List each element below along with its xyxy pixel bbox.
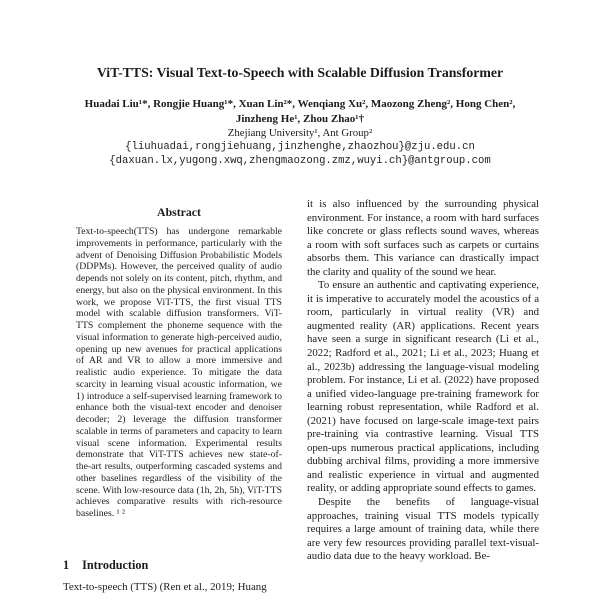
right-column <box>307 198 539 600</box>
right-column-paragraph-1: it is also influenced by the surrounding physical environment. For instance, a room with hard surfaces like concrete or glass reflects sound waves, whereas a room with soft surfaces such as carpets or curtains absorbs them. This variance can drastically impact the clarity and quality of the sound we hear. <box>307 198 539 278</box>
right-column-paragraph-3: Despite the benefits of language-visual approaches, training visual TTS models typically requires a large amount of training data, while there are very few resources providing parallel text-visual-audio data due to the heavy workload. Be- <box>307 496 539 563</box>
author-line-2: Jinzheng He¹, Zhou Zhao¹† <box>235 112 365 125</box>
introduction-first-line: Text-to-speech (TTS) (Ren et al., 2019; Huang <box>63 581 267 593</box>
email-line-zju: {liuhuadai,rongjiehuang,jinzhenghe,zhaozhou}@zju.edu.cn <box>125 141 475 153</box>
author-line-1: Huadai Liu¹*, Rongjie Huang¹*, Xuan Lin²*, Wenqiang Xu², Maozong Zheng², Hong Chen², <box>84 98 516 110</box>
affiliation-line: Zhejiang University¹, Ant Group² <box>227 127 373 139</box>
paper-title: ViT-TTS: Visual Text-to-Speech with Scalable Diffusion Transformer <box>96 65 504 80</box>
author-list <box>40 97 560 126</box>
right-column-paragraph-2: To ensure an authentic and captivating experience, it is imperative to accurately model the acoustics of a room, particularly in virtual reality (VR) and augmented reality (AR) applications. Recent years have seen a surge in significant research (Li et al., 2022; Radford et al., 2021; Li et al., 2023; Huang et al., 2023b) addressing the language-visual modeling problem. For instance, Li et al. (2022) have proposed a unified video-language pre-training framework for learning robust representation, while Radford et al. (2021) have focused on large-scale image-text pairs pre-training via contrastive learning. Visual TTS open-ups numerous practical applications, including dubbing archival films, providing a more immersive and realistic experience in virtual and augmented reality, or adding appropriate sound effects to games. <box>307 279 539 495</box>
abstract-body: Text-to-speech(TTS) has undergone remarkable improvements in performance, particularly with the advent of Denoising Diffusion Probabilistic Models (DDPMs). However, the perceived quality of audio depends not solely on its content, pitch, rhythm, and energy, but also on the physical environment. In this work, we propose ViT-TTS, the first visual TTS model with scalable diffusion transformers. ViT-TTS complement the phoneme sequence with the visual information to generate high-perceived audio, opening up new avenues for practical applications of AR and VR to allow a more immersive and realistic audio experience. To mitigate the data scarcity in learning visual acoustic information, we 1) introduce a self-supervised learning framework to enhance both the visual-text encoder and denoiser decoder; 2) leverage the diffusion transformer scalable in terms of parameters and capacity to learn visual scene information. Experimental results demonstrate that ViT-TTS achieves new state-of-the-art results, outperforming cascaded systems and other baselines regardless of the visibility of the scene. With low-resource data (1h, 2h, 5h), ViT-TTS achieves comparative results with rich-resource baselines. ¹ ² <box>76 226 282 519</box>
email-block <box>30 141 570 168</box>
email-line-antgroup: {daxuan.lx,yugong.xwq,zhengmaozong.zmz,wuyi.ch}@antgroup.com <box>109 154 491 167</box>
section-title: Introduction <box>82 558 149 572</box>
section-heading-introduction <box>63 558 297 573</box>
section-number: 1 <box>63 558 70 572</box>
abstract-heading: Abstract <box>157 205 201 219</box>
